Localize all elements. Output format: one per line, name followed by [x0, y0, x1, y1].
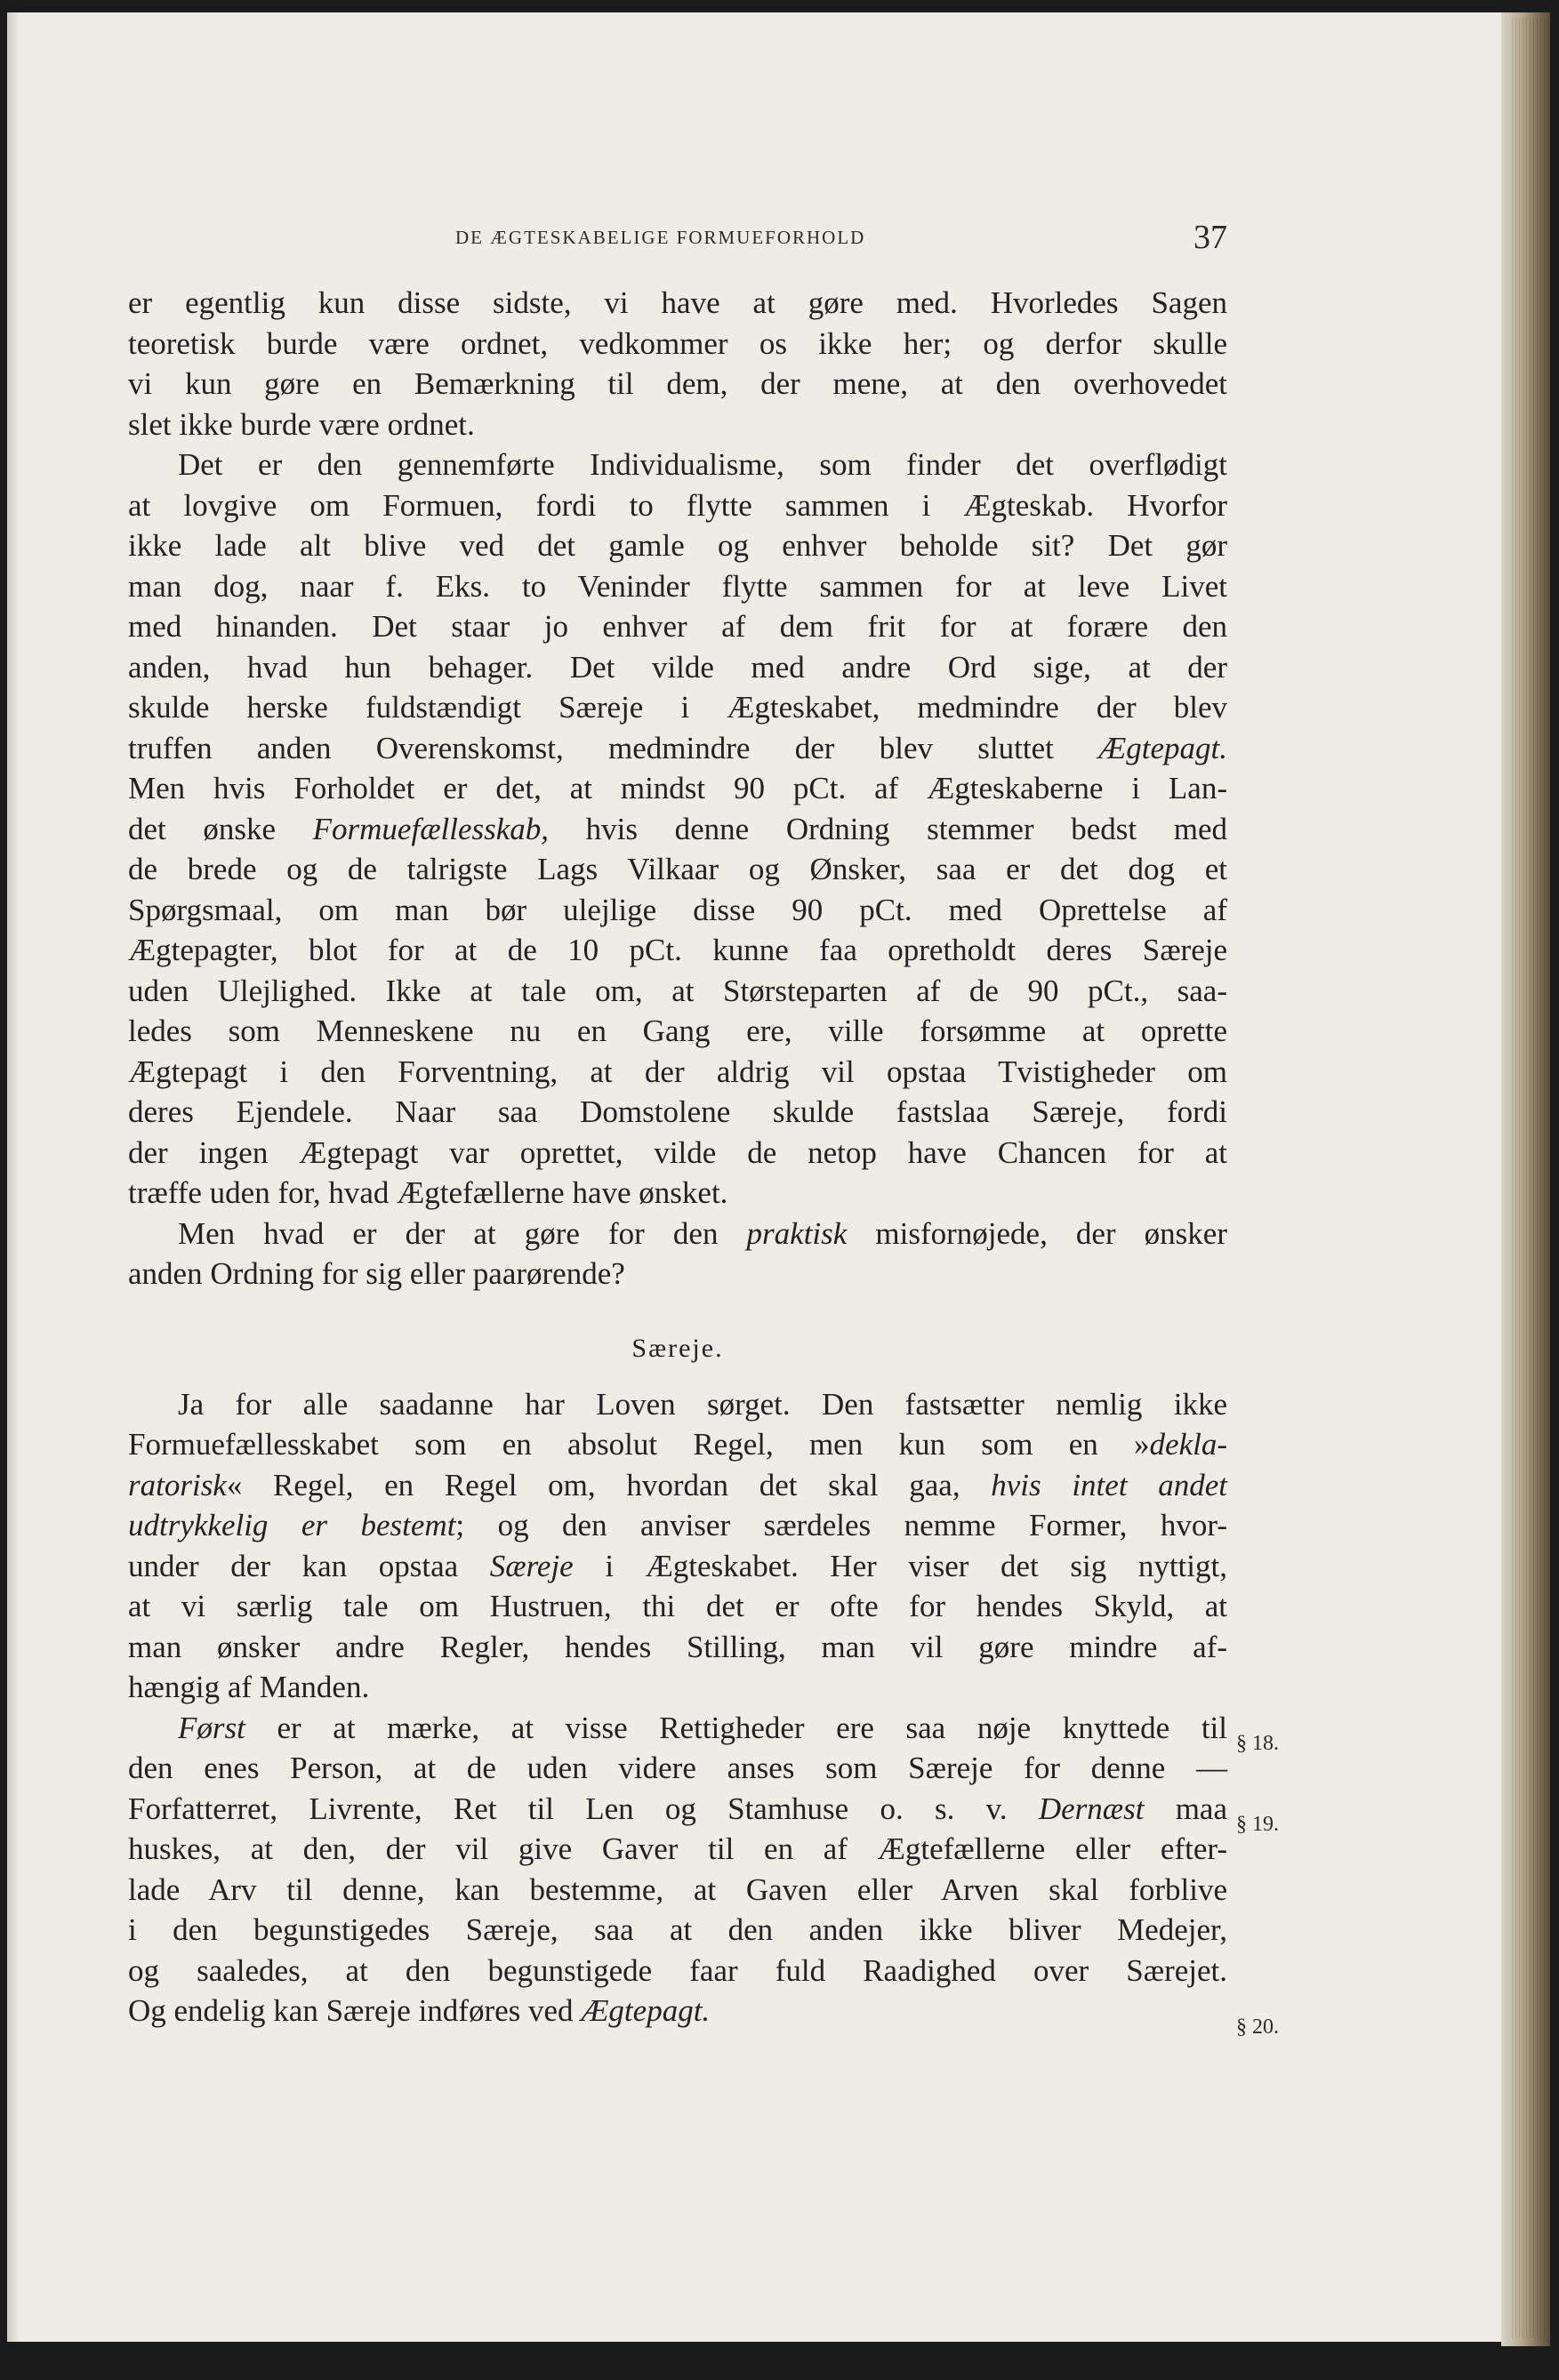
margin-note-section-20: § 20.: [1236, 2015, 1279, 2039]
text-span: Formuefællesskabet som en absolut Regel, men kun som en »: [128, 1427, 1150, 1462]
text-span: under der kan opstaa: [128, 1548, 490, 1583]
text-line: [128, 1214, 1227, 1254]
text-line: lade Arv til denne, kan bestemme, at Gaven eller Arven skal forblive: [128, 1871, 1227, 1907]
text-span: Og endelig kan Særeje indføres ved: [128, 1993, 582, 2028]
margin-note-section-18: § 18.: [1236, 1732, 1279, 1755]
text-line: [128, 1424, 1227, 1465]
text-line: uden Ulejlighed. Ikke at tale om, at Størsteparten af de 90 pCt., saa-: [128, 973, 1227, 1008]
italic-text: ratorisk: [128, 1467, 227, 1503]
text-line: anden Ordning for sig eller paarørende?: [128, 1256, 625, 1291]
italic-text: Ægtepagt.: [581, 1993, 711, 2028]
text-line: teoretisk burde være ordnet, vedkommer os ikke her; og derfor skulle: [128, 325, 1227, 361]
text-line: ledes som Menneskene nu en Gang ere, ville forsømme at oprette: [128, 1014, 1227, 1048]
text-line: at vi særlig tale om Hustruen, thi det er ofte for hendes Skyld, at: [128, 1589, 1227, 1623]
text-line: i den begunstigedes Særeje, saa at den anden ikke bliver Medejer,: [128, 1912, 1227, 1947]
text-line: ikke lade alt blive ved det gamle og enhver beholde sit? Det gør: [128, 528, 1227, 563]
text-line: man dog, naar f. Eks. to Veninder flytte sammen for at leve Livet: [128, 568, 1227, 604]
text-line: [128, 809, 1227, 850]
page-header: [133, 218, 1227, 262]
text-span: hvis denne Ordning stemmer bedst med: [549, 811, 1227, 846]
text-line: [128, 1505, 1227, 1546]
text-line: man ønsker andre Regler, hendes Stilling, man vil gøre mindre af-: [128, 1629, 1227, 1664]
text-span: er at mærke, at visse Rettigheder ere saa nøje knyttede til: [245, 1710, 1227, 1745]
text-span: Forfatterret, Livrente, Ret til Len og Stamhuse o. s. v.: [128, 1791, 1039, 1826]
margin-note-section-19: § 19.: [1236, 1813, 1279, 1836]
text-line: at lovgive om Formuen, fordi to flytte sammen i Ægteskab. Hvorfor: [128, 487, 1227, 523]
text-line: Men hvis Forholdet er det, at mindst 90 pCt. af Ægteskaberne i Lan-: [128, 771, 1227, 805]
text-line: hængig af Manden.: [128, 1670, 370, 1704]
text-span: ; og den anviser særdeles nemme Former, hvor-: [455, 1508, 1227, 1543]
text-span: Men hvad er der at gøre for den: [178, 1215, 747, 1251]
text-line: [128, 1708, 1227, 1749]
text-line: vi kun gøre en Bemærkning til dem, der mene, at den overhovedet: [128, 366, 1227, 401]
text-line: [128, 1546, 1227, 1587]
section-heading: Særeje.: [631, 1333, 724, 1363]
text-line: Ægtepagt i den Forventning, at der aldrig vil opstaa Tvistigheder om: [128, 1054, 1227, 1089]
page-edge-left: [7, 12, 20, 2342]
text-line: og saaledes, at den begunstigede faar fuld Raadighed over Særejet.: [128, 1952, 1227, 1988]
text-line: [128, 1465, 1227, 1506]
running-head: DE ÆGTESKABELIGE FORMUEFORHOLD: [455, 227, 866, 248]
page-stack-lines: [1512, 18, 1547, 2338]
text-line: træffe uden for, hvad Ægtefællerne have ønsket.: [128, 1175, 728, 1210]
text-line: de brede og de talrigste Lags Vilkaar og Ønsker, saa er det dog et: [128, 852, 1227, 886]
italic-text: Først: [178, 1710, 245, 1745]
italic-text: Formuefællesskab,: [312, 811, 550, 846]
text-line: anden, hvad hun behager. Det vilde med andre Ord sige, at der: [128, 649, 1227, 685]
text-line: deres Ejendele. Naar saa Domstolene skulde fastslaa Særeje, fordi: [128, 1094, 1227, 1129]
text-span: maa: [1144, 1791, 1227, 1826]
text-span: det ønske: [128, 811, 313, 846]
text-line: der ingen Ægtepagt var oprettet, vilde de netop have Chancen for at: [128, 1134, 1227, 1170]
text-span: misfornøjede, der ønsker: [847, 1215, 1227, 1251]
text-line: slet ikke burde være ordnet.: [128, 406, 475, 442]
text-line: med hinanden. Det staar jo enhver af dem frit for at forære den: [128, 609, 1227, 644]
text-span: i Ægteskabet. Her viser det sig nyttigt,: [573, 1548, 1227, 1583]
text-line: skulde herske fuldstændigt Særeje i Ægteskabet, medmindre der blev: [128, 690, 1227, 725]
body-text: [128, 283, 1227, 2031]
text-line: den enes Person, at de uden videre anses som Særeje for denne —: [128, 1751, 1227, 1785]
italic-text: Dernæst: [1038, 1791, 1145, 1826]
text-span: truffen anden Overenskomst, medmindre der blev sluttet: [128, 730, 1099, 765]
italic-text: hvis intet andet: [991, 1467, 1227, 1503]
page-number: 37: [1193, 219, 1227, 256]
text-line: Det er den gennemførte Individualisme, som finder det overflødigt: [178, 447, 1227, 482]
italic-text: dekla-: [1149, 1427, 1227, 1462]
italic-text: praktisk: [746, 1215, 848, 1251]
italic-text: Ægtepagt.: [1098, 730, 1227, 765]
italic-text: Særeje: [489, 1548, 574, 1583]
text-line: er egentlig kun disse sidste, vi have at gøre med. Hvorledes Sagen: [128, 285, 1227, 320]
text-line: [128, 1991, 1227, 2031]
text-line: huskes, at den, der vil give Gaver til en af Ægtefællerne eller efter-: [128, 1831, 1227, 1866]
text-line: Ja for alle saadanne har Loven sørget. Den fastsætter nemlig ikke: [178, 1386, 1227, 1422]
text-line: Spørgsmaal, om man bør ulejlige disse 90 pCt. med Oprettelse af: [128, 892, 1227, 927]
italic-text: udtrykkelig er bestemt: [128, 1508, 456, 1543]
text-line: [128, 1789, 1227, 1830]
text-span: « Regel, en Regel om, hvordan det skal gaa,: [226, 1467, 992, 1503]
text-line: [128, 728, 1227, 769]
text-line: Ægtepagter, blot for at de 10 pCt. kunne faa opretholdt deres Særeje: [128, 933, 1227, 967]
